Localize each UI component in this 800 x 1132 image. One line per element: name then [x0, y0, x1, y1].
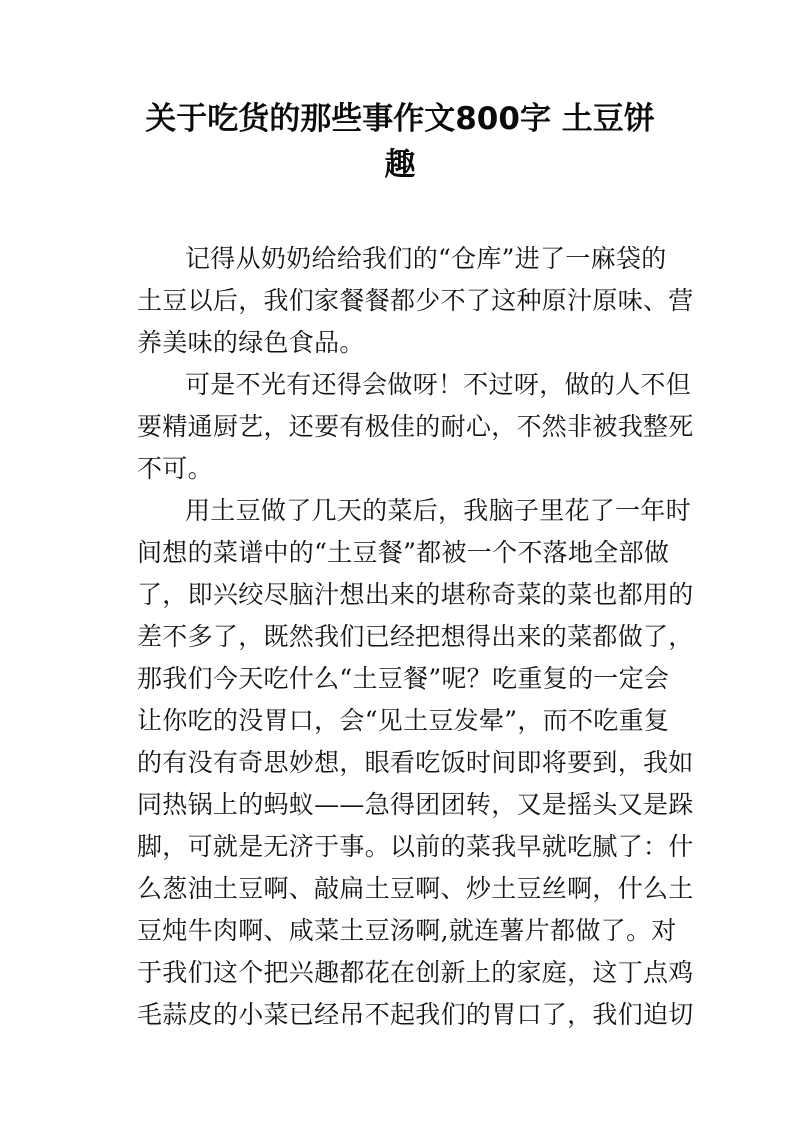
page-title	[120, 96, 680, 188]
text-line: 养美味的绿色食品。	[137, 328, 365, 357]
text-line: 的有没有奇思妙想，眼看吃饭时间即将要到，我如	[137, 748, 694, 777]
text-line: 那我们今天吃什么“土豆餐”呢？吃重复的一定会	[137, 664, 670, 693]
text-line: 不可。	[137, 454, 213, 483]
text-line: 差不多了，既然我们已经把想得出来的菜都做了，	[137, 622, 694, 651]
text-line: 间想的菜谱中的“土豆餐”都被一个不落地全部做	[137, 538, 670, 567]
text-line: 用土豆做了几天的菜后，我脑子里花了一年时	[185, 496, 692, 525]
text-line: 让你吃的没胃口，会“见土豆发晕”，而不吃重复	[137, 706, 670, 735]
text-line: 可是不光有还得会做呀！不过呀，做的人不但	[185, 370, 692, 399]
title-line-2: 趣	[384, 147, 416, 183]
text-line: 了，即兴绞尽脑汁想出来的堪称奇菜的菜也都用的	[137, 580, 694, 609]
text-line: 脚，可就是无济于事。以前的菜我早就吃腻了：什	[137, 832, 694, 861]
article-body	[137, 238, 694, 1036]
text-line: 豆炖牛肉啊、咸菜土豆汤啊,就连薯片都做了。对	[137, 916, 677, 945]
text-line: 要精通厨艺，还要有极佳的耐心，不然非被我整死	[137, 412, 694, 441]
text-line: 么葱油土豆啊、敲扁土豆啊、炒土豆丝啊，什么土	[137, 874, 694, 903]
text-line: 土豆以后，我们家餐餐都少不了这种原汁原味、营	[137, 286, 694, 315]
text-line: 记得从奶奶给给我们的“仓库”进了一麻袋的	[185, 244, 667, 273]
title-line-1: 关于吃货的那些事作文800字 土豆饼	[145, 101, 655, 137]
text-line: 毛蒜皮的小菜已经吊不起我们的胃口了，我们迫切	[137, 1000, 694, 1029]
text-line: 于我们这个把兴趣都花在创新上的家庭，这丁点鸡	[137, 958, 694, 987]
text-line: 同热锅上的蚂蚁——急得团团转，又是摇头又是跺	[137, 790, 694, 819]
